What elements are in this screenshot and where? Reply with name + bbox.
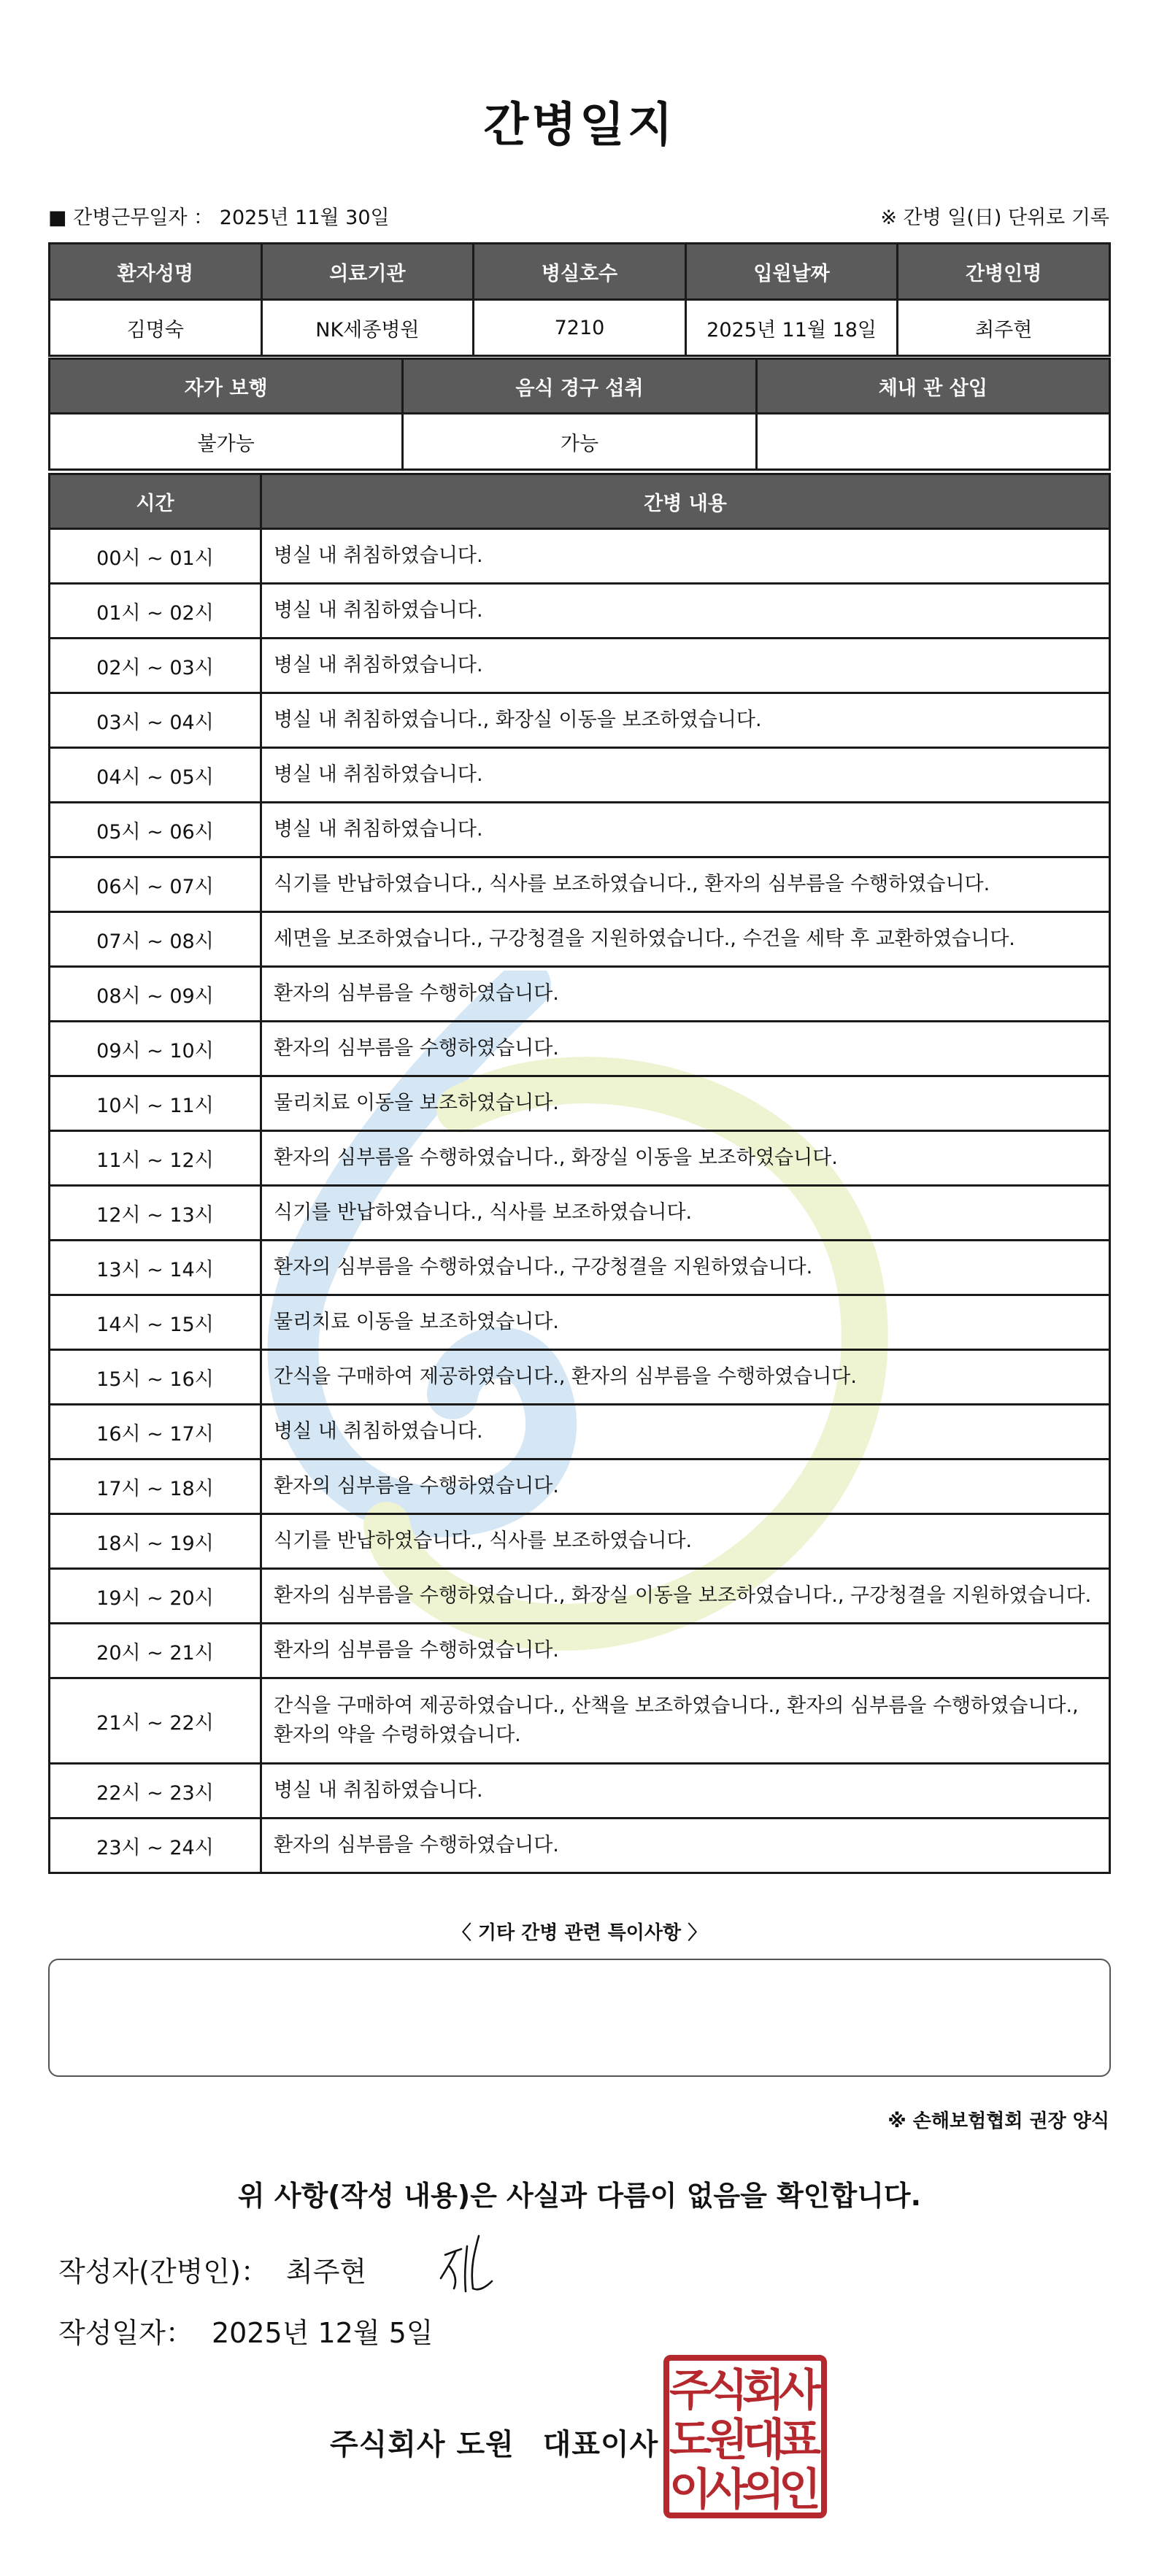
care-log-row (50, 1569, 1110, 1624)
care-log-time: 21시 ~ 22시 (50, 1678, 261, 1764)
care-log-content: 식기를 반납하였습니다., 식사를 보조하였습니다., 환자의 심부름을 수행하였습니다. (261, 857, 1110, 912)
care-log-time: 20시 ~ 21시 (50, 1624, 261, 1678)
header-hospital: 의료기관 (261, 244, 474, 300)
care-log-row (50, 748, 1110, 803)
oral-intake-value: 가능 (403, 414, 756, 470)
care-log-row (50, 529, 1110, 584)
duty-date-value: 2025년 11월 30일 (219, 207, 390, 229)
header-admission-date: 입원날짜 (685, 244, 898, 300)
care-log-time: 15시 ~ 16시 (50, 1350, 261, 1405)
care-log-content: 간식을 구매하여 제공하였습니다., 산책을 보조하였습니다., 환자의 심부름을 수행하였습니다., 환자의 약을 수령하였습니다. (261, 1678, 1110, 1764)
care-log-row (50, 1764, 1110, 1819)
care-log-content: 환자의 심부름을 수행하였습니다. (261, 1624, 1110, 1678)
seal-character: 이 (669, 2464, 712, 2515)
company-seal (663, 2354, 828, 2519)
care-log-row (50, 1350, 1110, 1405)
written-date-label: 작성일자： (58, 2317, 193, 2349)
header-self-walking: 자가 보행 (50, 359, 403, 414)
care-log-content: 식기를 반납하였습니다., 식사를 보조하였습니다. (261, 1514, 1110, 1569)
ceo-title: 대표이사 (542, 2428, 659, 2461)
handwritten-signature (435, 2230, 496, 2300)
header-time: 시간 (50, 474, 261, 529)
duty-date-line (48, 201, 390, 230)
care-log-row (50, 1678, 1110, 1764)
care-log-row (50, 1186, 1110, 1241)
company-name: 주식회사 도원 (330, 2428, 515, 2461)
care-log-content: 환자의 심부름을 수행하였습니다. (261, 1459, 1110, 1514)
care-log-row (50, 967, 1110, 1022)
caregiver-name: 최주현 (898, 300, 1110, 356)
care-log-content: 환자의 심부름을 수행하였습니다., 화장실 이동을 보조하였습니다. (261, 1131, 1110, 1186)
care-log-content: 병실 내 취침하였습니다. (261, 639, 1110, 693)
care-log-time: 08시 ~ 09시 (50, 967, 261, 1022)
care-log-time: 10시 ~ 11시 (50, 1076, 261, 1131)
patient-name: 김명숙 (50, 300, 262, 356)
room-number: 7210 (474, 300, 686, 356)
patient-info-value-row (50, 300, 1110, 356)
care-log-header-row (50, 474, 1110, 529)
care-log-time: 04시 ~ 05시 (50, 748, 261, 803)
seal-character: 사 (706, 2464, 748, 2515)
seal-character: 주 (669, 2365, 712, 2416)
care-log-time: 06시 ~ 07시 (50, 857, 261, 912)
patient-status-value-row (50, 414, 1110, 470)
page-title: 간병일지 (483, 99, 676, 153)
seal-character: 회 (742, 2365, 785, 2416)
care-log-content: 병실 내 취침하였습니다., 화장실 이동을 보조하였습니다. (261, 693, 1110, 748)
care-log-row (50, 1514, 1110, 1569)
care-log-content: 병실 내 취침하였습니다. (261, 803, 1110, 857)
care-log-content: 병실 내 취침하였습니다. (261, 1764, 1110, 1819)
care-log-row (50, 912, 1110, 967)
care-log-time: 22시 ~ 23시 (50, 1764, 261, 1819)
patient-status-table (48, 358, 1111, 471)
seal-character: 사 (779, 2365, 821, 2416)
care-log-row (50, 1819, 1110, 1873)
care-log-row (50, 857, 1110, 912)
seal-character: 원 (706, 2415, 748, 2466)
care-log-row (50, 803, 1110, 857)
care-log-content: 병실 내 취침하였습니다. (261, 1405, 1110, 1459)
care-log-time: 19시 ~ 20시 (50, 1569, 261, 1624)
care-log-content: 물리치료 이동을 보조하였습니다. (261, 1295, 1110, 1350)
care-log-row (50, 693, 1110, 748)
care-log-row (50, 1241, 1110, 1295)
care-log-content: 환자의 심부름을 수행하였습니다. (261, 1819, 1110, 1873)
header-oral-intake: 음식 경구 섭취 (403, 359, 756, 414)
care-log-content: 세면을 보조하였습니다., 구강청결을 지원하였습니다., 수건을 세탁 후 교환하였습니다. (261, 912, 1110, 967)
care-log-content: 환자의 심부름을 수행하였습니다., 구강청결을 지원하였습니다. (261, 1241, 1110, 1295)
seal-character: 대 (742, 2415, 785, 2466)
care-log-content: 병실 내 취침하였습니다. (261, 584, 1110, 639)
care-log-row (50, 1405, 1110, 1459)
patient-status-header-row (50, 359, 1110, 414)
header-tube-insertion: 체내 관 삽입 (756, 359, 1109, 414)
care-log-time: 17시 ~ 18시 (50, 1459, 261, 1514)
care-log-time: 16시 ~ 17시 (50, 1405, 261, 1459)
header-patient-name: 환자성명 (50, 244, 262, 300)
seal-character: 식 (706, 2365, 748, 2416)
care-log-time: 13시 ~ 14시 (50, 1241, 261, 1295)
care-log-row (50, 1459, 1110, 1514)
care-log-row (50, 1624, 1110, 1678)
care-log-time: 14시 ~ 15시 (50, 1295, 261, 1350)
care-log-row (50, 1022, 1110, 1076)
care-log-content: 물리치료 이동을 보조하였습니다. (261, 1076, 1110, 1131)
remarks-title: 〈 기타 간병 관련 특이사항 〉 (452, 1922, 707, 1944)
care-log-time: 01시 ~ 02시 (50, 584, 261, 639)
seal-character: 의 (742, 2464, 785, 2515)
care-log-row (50, 639, 1110, 693)
care-log-content: 식기를 반납하였습니다., 식사를 보조하였습니다. (261, 1186, 1110, 1241)
care-log-row (50, 1295, 1110, 1350)
care-log-row (50, 1131, 1110, 1186)
patient-info-header-row (50, 244, 1110, 300)
remarks-box (48, 1959, 1111, 2077)
self-walking-value: 불가능 (50, 414, 403, 470)
care-log-content: 환자의 심부름을 수행하였습니다. (261, 967, 1110, 1022)
care-log-content: 병실 내 취침하였습니다. (261, 529, 1110, 584)
care-log-time: 03시 ~ 04시 (50, 693, 261, 748)
company-signature-line (330, 2421, 658, 2463)
patient-info-table (48, 242, 1111, 357)
care-log-content: 환자의 심부름을 수행하였습니다., 화장실 이동을 보조하였습니다., 구강청결을 지원하였습니다. (261, 1569, 1110, 1624)
duty-date-label: ■ 간병근무일자 ： (48, 207, 214, 229)
record-note: ※ 간병 일(日) 단위로 기록 (880, 207, 1109, 229)
care-log-time: 18시 ~ 19시 (50, 1514, 261, 1569)
seal-character: 인 (779, 2464, 821, 2515)
writer-label: 작성자(간병인)： (58, 2256, 269, 2288)
written-date-value: 2025년 12월 5일 (212, 2317, 434, 2349)
care-log-table (48, 473, 1111, 1874)
care-log-time: 02시 ~ 03시 (50, 639, 261, 693)
care-log-time: 12시 ~ 13시 (50, 1186, 261, 1241)
care-log-time: 09시 ~ 10시 (50, 1022, 261, 1076)
care-log-time: 23시 ~ 24시 (50, 1819, 261, 1873)
header-caregiver-name: 간병인명 (898, 244, 1110, 300)
seal-character: 도 (669, 2415, 712, 2466)
writer-name: 최주현 (286, 2256, 367, 2288)
care-log-time: 00시 ~ 01시 (50, 529, 261, 584)
tube-insertion-value (756, 414, 1109, 470)
hospital-name: NK세종병원 (261, 300, 474, 356)
care-log-time: 11시 ~ 12시 (50, 1131, 261, 1186)
care-log-row (50, 584, 1110, 639)
header-care-content: 간병 내용 (261, 474, 1110, 529)
care-log-content: 간식을 구매하여 제공하였습니다., 환자의 심부름을 수행하였습니다. (261, 1350, 1110, 1405)
care-log-content: 병실 내 취침하였습니다. (261, 748, 1110, 803)
care-log-content: 환자의 심부름을 수행하였습니다. (261, 1022, 1110, 1076)
care-log-row (50, 1076, 1110, 1131)
confirmation-statement: 위 사항(작성 내용)은 사실과 다름이 없음을 확인합니다. (237, 2180, 922, 2212)
seal-character: 표 (779, 2415, 821, 2466)
form-note: ※ 손해보험협회 권장 양식 (887, 2110, 1109, 2132)
admission-date: 2025년 11월 18일 (685, 300, 898, 356)
header-room-number: 병실호수 (474, 244, 686, 300)
care-log-time: 05시 ~ 06시 (50, 803, 261, 857)
care-log-time: 07시 ~ 08시 (50, 912, 261, 967)
